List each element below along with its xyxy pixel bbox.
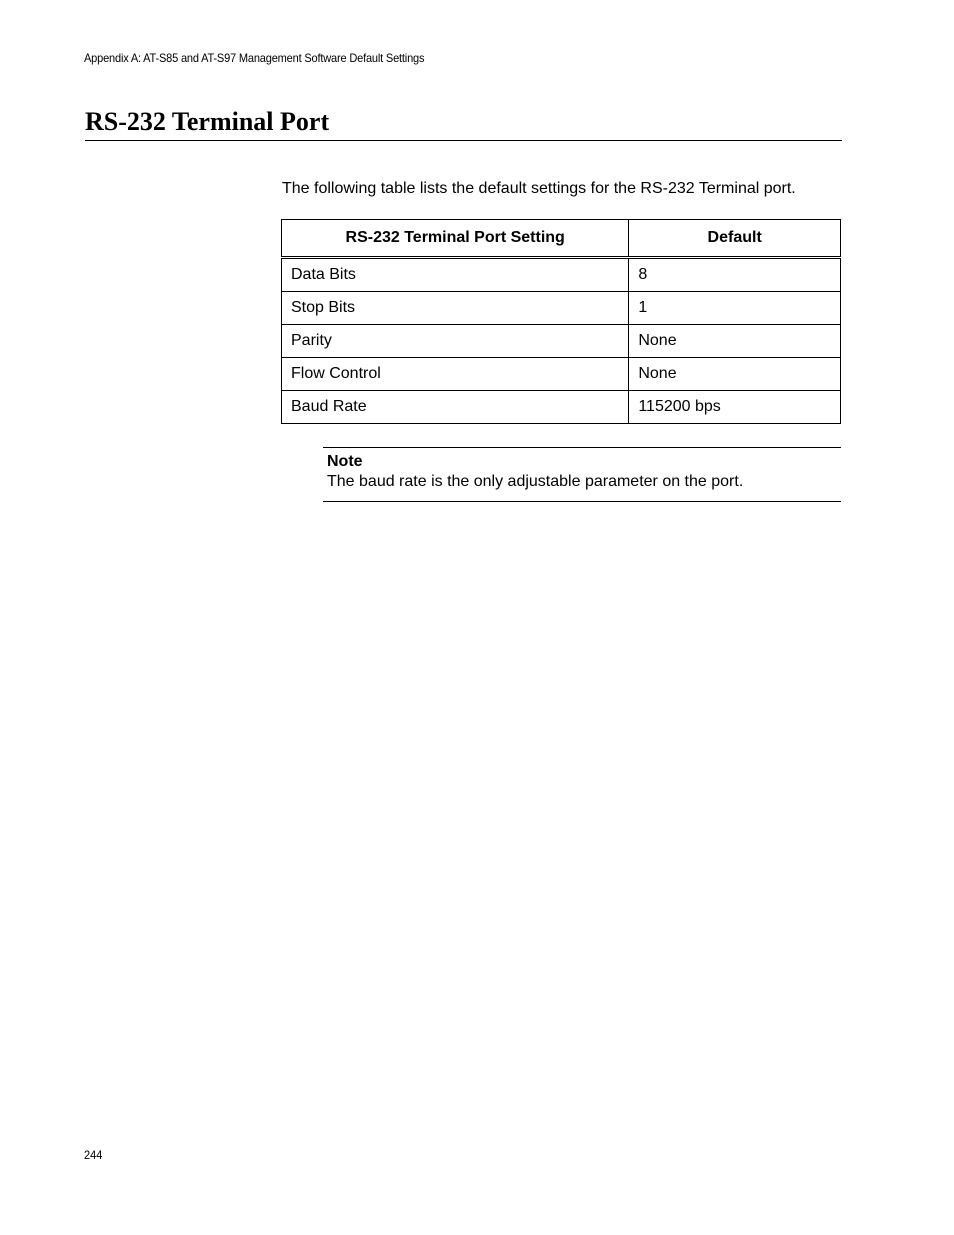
intro-paragraph: The following table lists the default settings for the RS-232 Terminal port. — [282, 180, 796, 197]
table-row — [282, 292, 841, 325]
table-row — [282, 258, 841, 292]
table-row — [282, 325, 841, 358]
note-heading: Note — [327, 453, 363, 470]
running-header: Appendix A: AT-S85 and AT-S97 Management Software Default Settings — [84, 51, 425, 65]
title-rule — [85, 140, 842, 141]
default-cell: None — [629, 358, 841, 391]
setting-cell: Parity — [282, 325, 629, 358]
table-row — [282, 391, 841, 424]
default-cell: None — [629, 325, 841, 358]
default-cell: 1 — [629, 292, 841, 325]
settings-table — [281, 219, 841, 424]
setting-cell: Baud Rate — [282, 391, 629, 424]
page-title: RS-232 Terminal Port — [85, 107, 330, 136]
setting-cell: Data Bits — [282, 258, 629, 292]
note-box — [323, 447, 841, 502]
table-header-row — [282, 220, 841, 258]
column-header-setting: RS-232 Terminal Port Setting — [282, 220, 629, 258]
page-number: 244 — [84, 1148, 103, 1162]
table-row — [282, 358, 841, 391]
note-text: The baud rate is the only adjustable parameter on the port. — [327, 473, 744, 490]
default-cell: 8 — [629, 258, 841, 292]
column-header-default: Default — [629, 220, 841, 258]
setting-cell: Flow Control — [282, 358, 629, 391]
default-cell: 115200 bps — [629, 391, 841, 424]
setting-cell: Stop Bits — [282, 292, 629, 325]
